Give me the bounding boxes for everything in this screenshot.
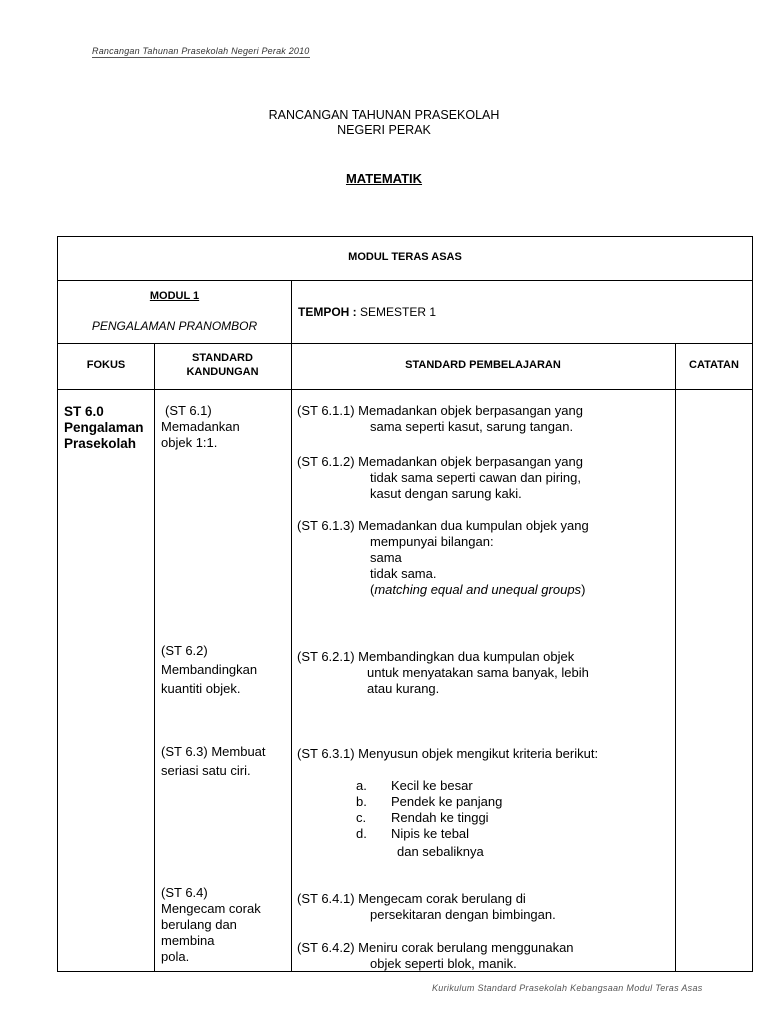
sp-line: sama bbox=[370, 550, 402, 565]
sp-line: mempunyai bilangan: bbox=[370, 534, 494, 549]
list-item-text: Rendah ke tinggi bbox=[391, 810, 489, 825]
standard-pembelajaran-6-4-1 bbox=[297, 891, 556, 923]
standard-kandungan-6-1 bbox=[161, 403, 240, 451]
sk-line: berulang dan bbox=[161, 917, 237, 932]
list-item bbox=[356, 826, 367, 842]
column-header-fokus: FOKUS bbox=[86, 359, 126, 371]
sp-line: tidak sama seperti cawan dan piring, bbox=[370, 470, 582, 485]
sp-line: (ST 6.1.3) Memadankan dua kumpulan objek yang bbox=[297, 518, 589, 533]
table-rule bbox=[154, 343, 155, 972]
list-marker: b. bbox=[356, 794, 367, 809]
standard-pembelajaran-6-1-3 bbox=[297, 518, 589, 598]
sp-line: (ST 6.1.2) Memadankan objek berpasangan yang bbox=[297, 454, 583, 469]
sk-line: (ST 6.3) Membuat bbox=[161, 744, 266, 759]
curriculum-table bbox=[57, 236, 753, 972]
running-header: Rancangan Tahunan Prasekolah Negeri Perak 2010 bbox=[92, 46, 310, 56]
sp-line: (ST 6.4.2) Meniru corak berulang menggunakan bbox=[297, 940, 574, 955]
list-item bbox=[356, 778, 367, 794]
sp-italic-note: matching equal and unequal groups bbox=[374, 582, 582, 597]
document-title: RANCANGAN TAHUNAN PRASEKOLAH bbox=[268, 108, 500, 122]
table-banner: MODUL TERAS ASAS bbox=[348, 251, 462, 263]
module-label: MODUL 1 bbox=[149, 290, 200, 302]
list-item-text: dan sebaliknya bbox=[397, 844, 484, 859]
sp-line: untuk menyatakan sama banyak, lebih bbox=[367, 665, 589, 680]
table-rule bbox=[58, 343, 752, 344]
sk-line: Membandingkan bbox=[161, 662, 258, 677]
sk-line: pola. bbox=[161, 949, 190, 964]
subject-text: MATEMATIK bbox=[345, 171, 423, 186]
standard-pembelajaran-6-4-2 bbox=[297, 940, 574, 972]
sp-line: persekitaran dengan bimbingan. bbox=[370, 907, 556, 922]
list-marker: c. bbox=[356, 810, 367, 825]
sp-line: objek seperti blok, manik. bbox=[370, 956, 517, 971]
footer-note: Kurikulum Standard Prasekolah Kebangsaan Modul Teras Asas bbox=[432, 983, 703, 993]
fokus-line: Prasekolah bbox=[64, 436, 137, 451]
list-item bbox=[356, 810, 366, 826]
sp-line: (ST 6.4.1) Mengecam corak berulang di bbox=[297, 891, 526, 906]
document-subtitle: NEGERI PERAK bbox=[337, 123, 431, 137]
sp-paren: ( bbox=[370, 582, 375, 597]
table-rule bbox=[58, 389, 752, 390]
sp-paren: ) bbox=[581, 582, 586, 597]
column-header-line: KANDUNGAN bbox=[186, 366, 259, 378]
list-marker: d. bbox=[356, 826, 367, 841]
standard-kandungan-6-4 bbox=[161, 885, 261, 965]
sk-line: Mengecam corak bbox=[161, 901, 261, 916]
standard-kandungan-6-2 bbox=[161, 641, 257, 698]
module-name: PENGALAMAN PRANOMBOR bbox=[91, 319, 258, 333]
list-item-text: Nipis ke tebal bbox=[391, 826, 470, 841]
column-header-catatan: CATATAN bbox=[689, 359, 739, 371]
sp-line: (ST 6.2.1) Membandingkan dua kumpulan objek bbox=[297, 649, 575, 664]
sk-line: (ST 6.2) bbox=[161, 643, 208, 658]
column-header-standard-pembelajaran: STANDARD PEMBELAJARAN bbox=[405, 359, 561, 371]
table-rule bbox=[291, 280, 292, 972]
table-rule bbox=[58, 280, 752, 281]
standard-pembelajaran-6-1-1 bbox=[297, 403, 583, 435]
sk-line: seriasi satu ciri. bbox=[161, 763, 251, 778]
tempoh-value: SEMESTER 1 bbox=[360, 305, 437, 319]
sp-line: tidak sama. bbox=[370, 566, 437, 581]
sk-line: (ST 6.1) bbox=[165, 403, 212, 418]
tempoh-label: TEMPOH : bbox=[298, 305, 357, 319]
table-rule bbox=[675, 343, 676, 972]
sp-line: atau kurang. bbox=[367, 681, 440, 696]
standard-kandungan-6-3 bbox=[161, 742, 266, 780]
standard-pembelajaran-6-2-1 bbox=[297, 649, 589, 697]
list-item-text: Kecil ke besar bbox=[391, 778, 473, 793]
column-header-line: STANDARD bbox=[192, 352, 253, 364]
list-item bbox=[356, 794, 367, 810]
sk-line: kuantiti objek. bbox=[161, 681, 241, 696]
fokus-cell bbox=[64, 404, 144, 452]
fokus-line: Pengalaman bbox=[64, 420, 144, 435]
list-marker: a. bbox=[356, 778, 367, 793]
fokus-line: ST 6.0 bbox=[64, 404, 104, 419]
sp-line: kasut dengan sarung kaki. bbox=[370, 486, 522, 501]
standard-pembelajaran-6-3-1: (ST 6.3.1) Menyusun objek mengikut kriteria berikut: bbox=[297, 746, 599, 761]
standard-pembelajaran-6-1-2 bbox=[297, 454, 583, 502]
subject-heading bbox=[0, 171, 768, 186]
sp-line: (ST 6.1.1) Memadankan objek berpasangan yang bbox=[297, 403, 583, 418]
sk-line: (ST 6.4) bbox=[161, 885, 208, 900]
sk-line: objek 1:1. bbox=[161, 435, 218, 450]
list-item-text: Pendek ke panjang bbox=[391, 794, 503, 809]
column-header-standard-kandungan bbox=[154, 351, 291, 379]
sk-line: membina bbox=[161, 933, 215, 948]
sp-line bbox=[297, 582, 589, 598]
tempoh bbox=[298, 305, 436, 319]
sk-line: Memadankan bbox=[161, 419, 240, 434]
sp-line: sama seperti kasut, sarung tangan. bbox=[370, 419, 574, 434]
